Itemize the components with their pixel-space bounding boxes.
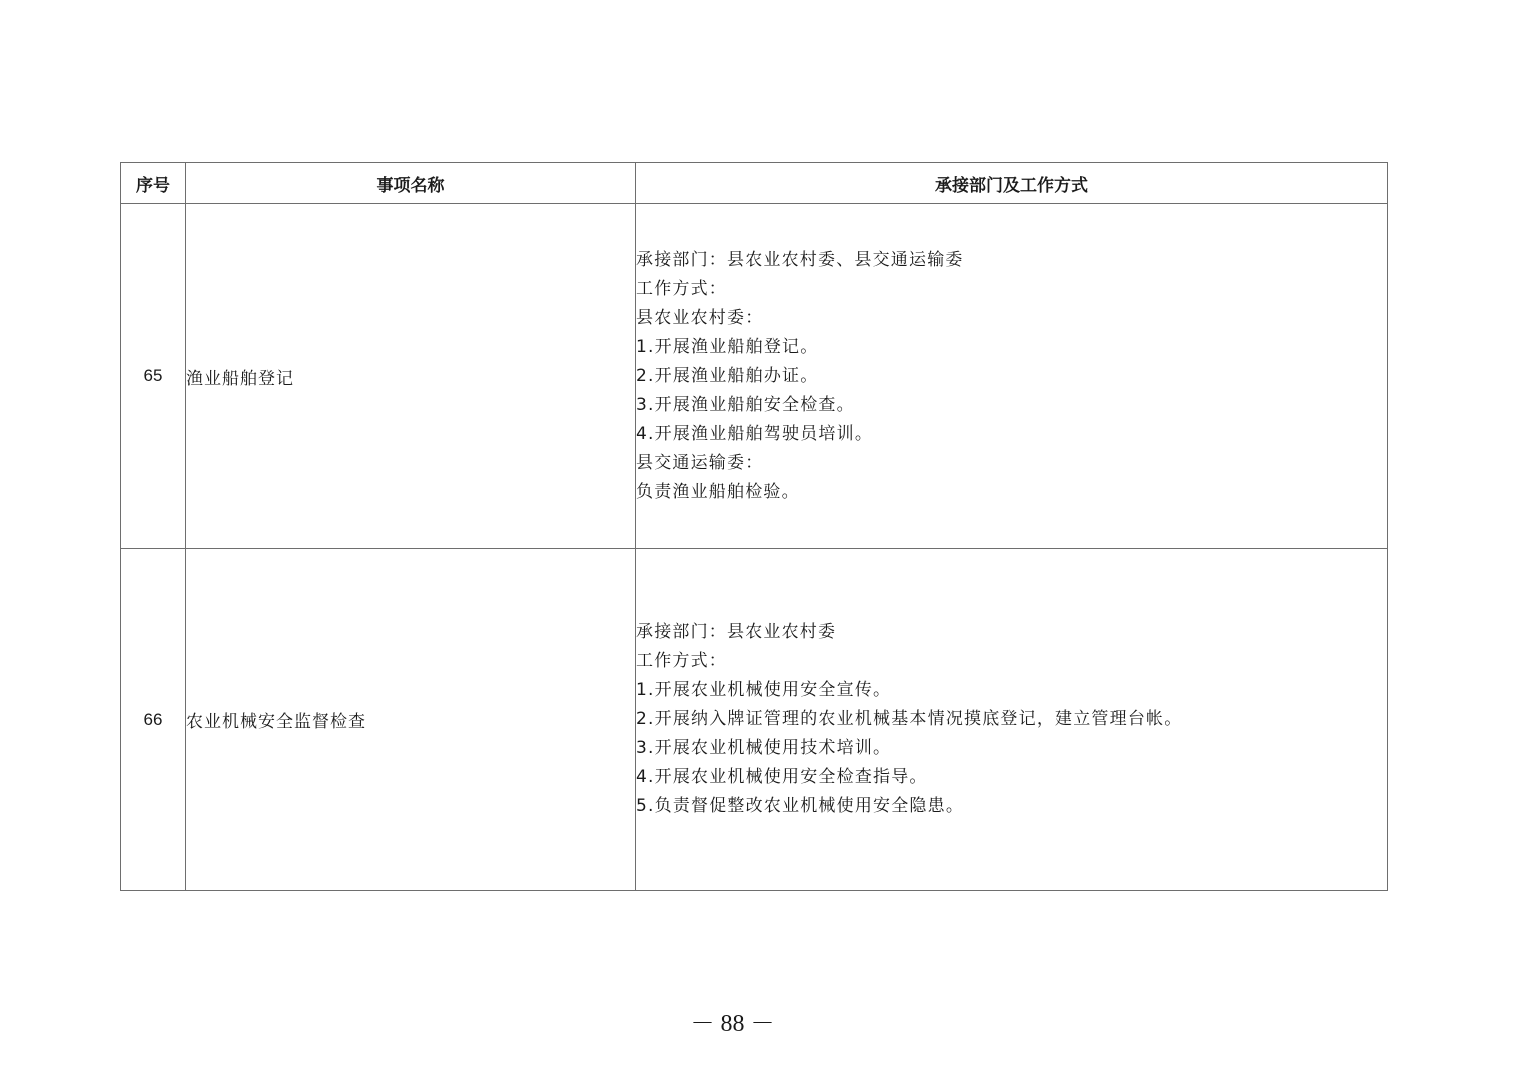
detail-line: 2.开展渔业船舶办证。 — [636, 365, 819, 386]
table-row — [121, 204, 1388, 549]
detail-line: 3.开展渔业船舶安全检查。 — [636, 394, 855, 415]
detail-line: 5.负责督促整改农业机械使用安全隐患。 — [636, 796, 965, 816]
row-number: 65 — [121, 204, 186, 549]
detail-line: 承接部门：县农业农村委 — [636, 622, 837, 642]
detail-line: 工作方式： — [636, 651, 727, 671]
detail-line: 县农业农村委： — [636, 307, 764, 328]
detail-line: 2.开展纳入牌证管理的农业机械基本情况摸底登记，建立管理台帐。 — [636, 709, 1183, 729]
detail-line: 负责渔业船舶检验。 — [636, 481, 800, 502]
row-detail — [636, 549, 1388, 891]
detail-line: 承接部门：县农业农村委、县交通运输委 — [636, 249, 964, 270]
detail-line: 1.开展渔业船舶登记。 — [636, 336, 819, 357]
detail-line: 1.开展农业机械使用安全宣传。 — [636, 680, 892, 700]
header-name: 事项名称 — [186, 163, 636, 204]
page-number: － 88 － — [690, 1011, 775, 1037]
row-number: 66 — [121, 549, 186, 891]
header-detail: 承接部门及工作方式 — [636, 163, 1388, 204]
row-item-name: 农业机械安全监督检查 — [186, 549, 636, 891]
matters-table — [120, 162, 1388, 891]
header-number: 序号 — [121, 163, 186, 204]
detail-line: 4.开展农业机械使用安全检查指导。 — [636, 767, 928, 787]
detail-line: 工作方式： — [636, 278, 727, 299]
row-detail — [636, 204, 1388, 549]
table-header-row — [121, 163, 1388, 204]
detail-line: 4.开展渔业船舶驾驶员培训。 — [636, 423, 874, 444]
row-item-name: 渔业船舶登记 — [186, 204, 636, 549]
detail-line: 县交通运输委： — [636, 452, 764, 473]
detail-line: 3.开展农业机械使用技术培训。 — [636, 738, 892, 758]
table-row — [121, 549, 1388, 891]
